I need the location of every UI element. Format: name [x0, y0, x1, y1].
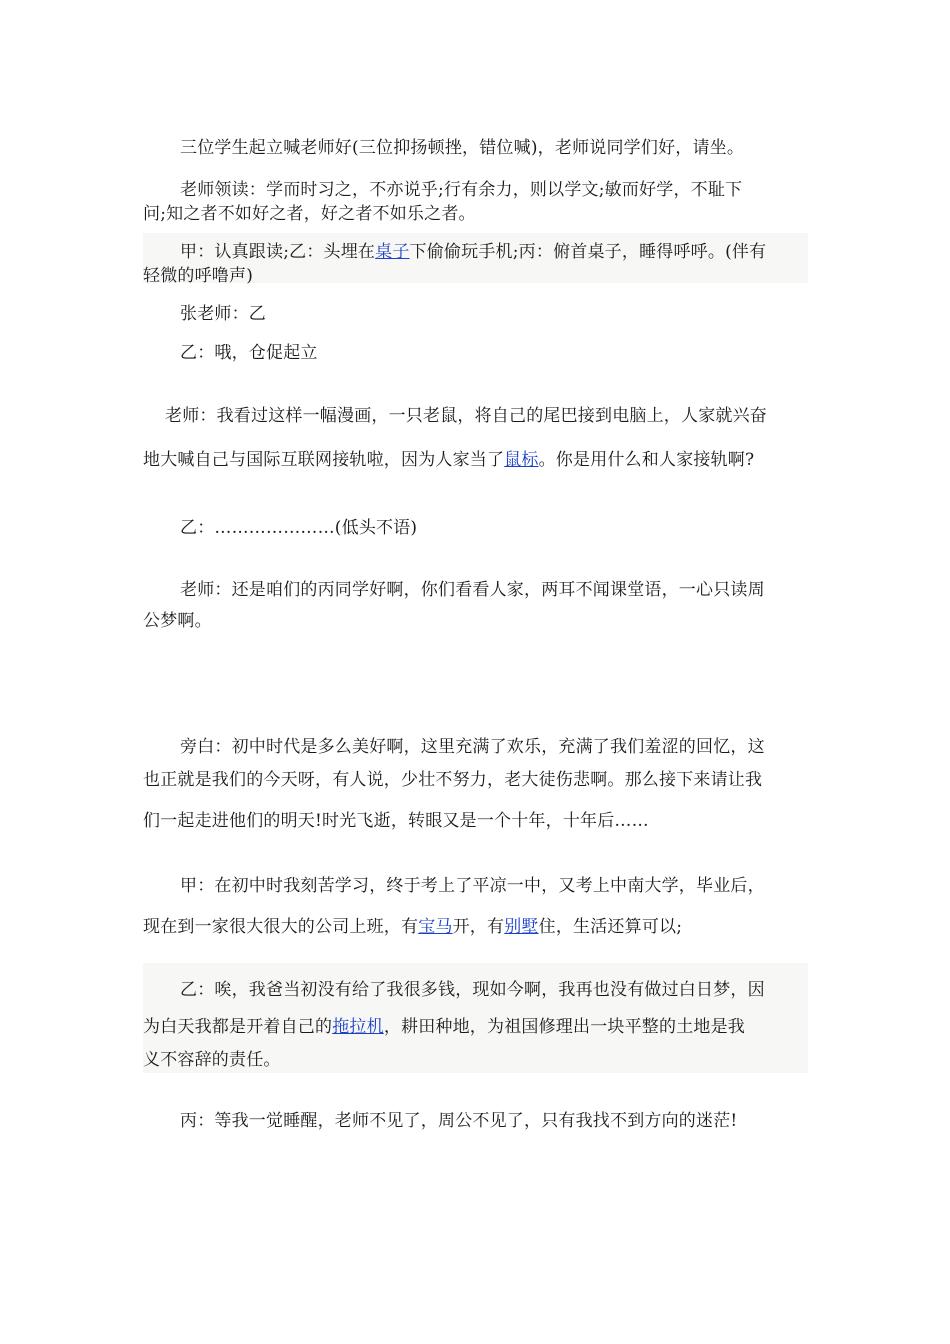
text-span: 住，生活还算可以; [538, 917, 683, 937]
text-span: ，耕田种地，为祖国修理出一块平整的土地是我 [383, 1017, 746, 1037]
text-span: 甲：认真跟读;乙：头埋在 [180, 242, 376, 262]
paragraph-line: 三位学生起立喊老师好(三位抑扬顿挫，错位喊)，老师说同学们好，请坐。 [180, 138, 745, 158]
text-span: 为白天我都是开着自己的 [143, 1017, 333, 1037]
text-span: 现在到一家很大很大的公司上班，有 [143, 917, 419, 937]
paragraph-line: 乙：…………………(低头不语) [180, 518, 418, 538]
text-span: 。你是用什么和人家接轨啊? [538, 450, 755, 470]
paragraph-line: 问;知之者不如好之者，好之者不如乐之者。 [143, 204, 476, 224]
paragraph-line: 义不容辞的责任。 [143, 1050, 281, 1070]
link-mouse[interactable]: 鼠标 [504, 450, 539, 470]
paragraph-line: 老师领读：学而时习之，不亦说乎;行有余力，则以学文;敏而好学，不耻下 [180, 180, 743, 200]
paragraph-line: 老师：我看过这样一幅漫画，一只老鼠，将自己的尾巴接到电脑上，人家就兴奋 [165, 406, 767, 426]
paragraph-line: 甲：在初中时我刻苦学习，终于考上了平凉一中，又考上中南大学，毕业后， [180, 876, 765, 896]
paragraph-line [143, 912, 808, 937]
paragraph-line: 也正就是我们的今天呀，有人说，少壮不努力，老大徒伤悲啊。那么接下来请让我 [143, 770, 763, 790]
text-span: 开，有 [452, 917, 505, 937]
paragraph-line: 丙：等我一觉睡醒，老师不见了，周公不见了，只有我找不到方向的迷茫! [180, 1111, 738, 1131]
paragraph-line: 老师：还是咱们的丙同学好啊，你们看看人家，两耳不闻课堂语，一心只读周 [180, 580, 765, 600]
link-tractor[interactable]: 拖拉机 [332, 1017, 384, 1037]
paragraph-line: 张老师：乙 [180, 304, 266, 324]
paragraph-line: 们一起走进他们的明天!时光飞逝，转眼又是一个十年，十年后…… [143, 811, 649, 831]
paragraph-line: 旁白：初中时代是多么美好啊，这里充满了欢乐，充满了我们羞涩的回忆，这 [180, 737, 765, 757]
text-span: 下偷偷玩手机;丙：俯首桌子，睡得呼呼。(伴有 [409, 242, 767, 262]
paragraph-line: 乙：哦，仓促起立 [180, 343, 318, 363]
paragraph-line [143, 1012, 808, 1037]
link-villa[interactable]: 别墅 [504, 917, 539, 937]
text-span: 地大喊自己与国际互联网接轨啦，因为人家当了 [143, 450, 505, 470]
link-desk[interactable]: 桌子 [375, 242, 410, 262]
paragraph-line: 公梦啊。 [143, 611, 212, 631]
paragraph-line: 乙：唉，我爸当初没有给了我很多钱，现如今啊，我再也没有做过白日梦，因 [180, 980, 765, 1000]
paragraph-line [143, 445, 808, 470]
link-bmw[interactable]: 宝马 [418, 917, 453, 937]
paragraph-line: 轻微的呼噜声) [143, 266, 254, 286]
paragraph-line [143, 237, 845, 262]
